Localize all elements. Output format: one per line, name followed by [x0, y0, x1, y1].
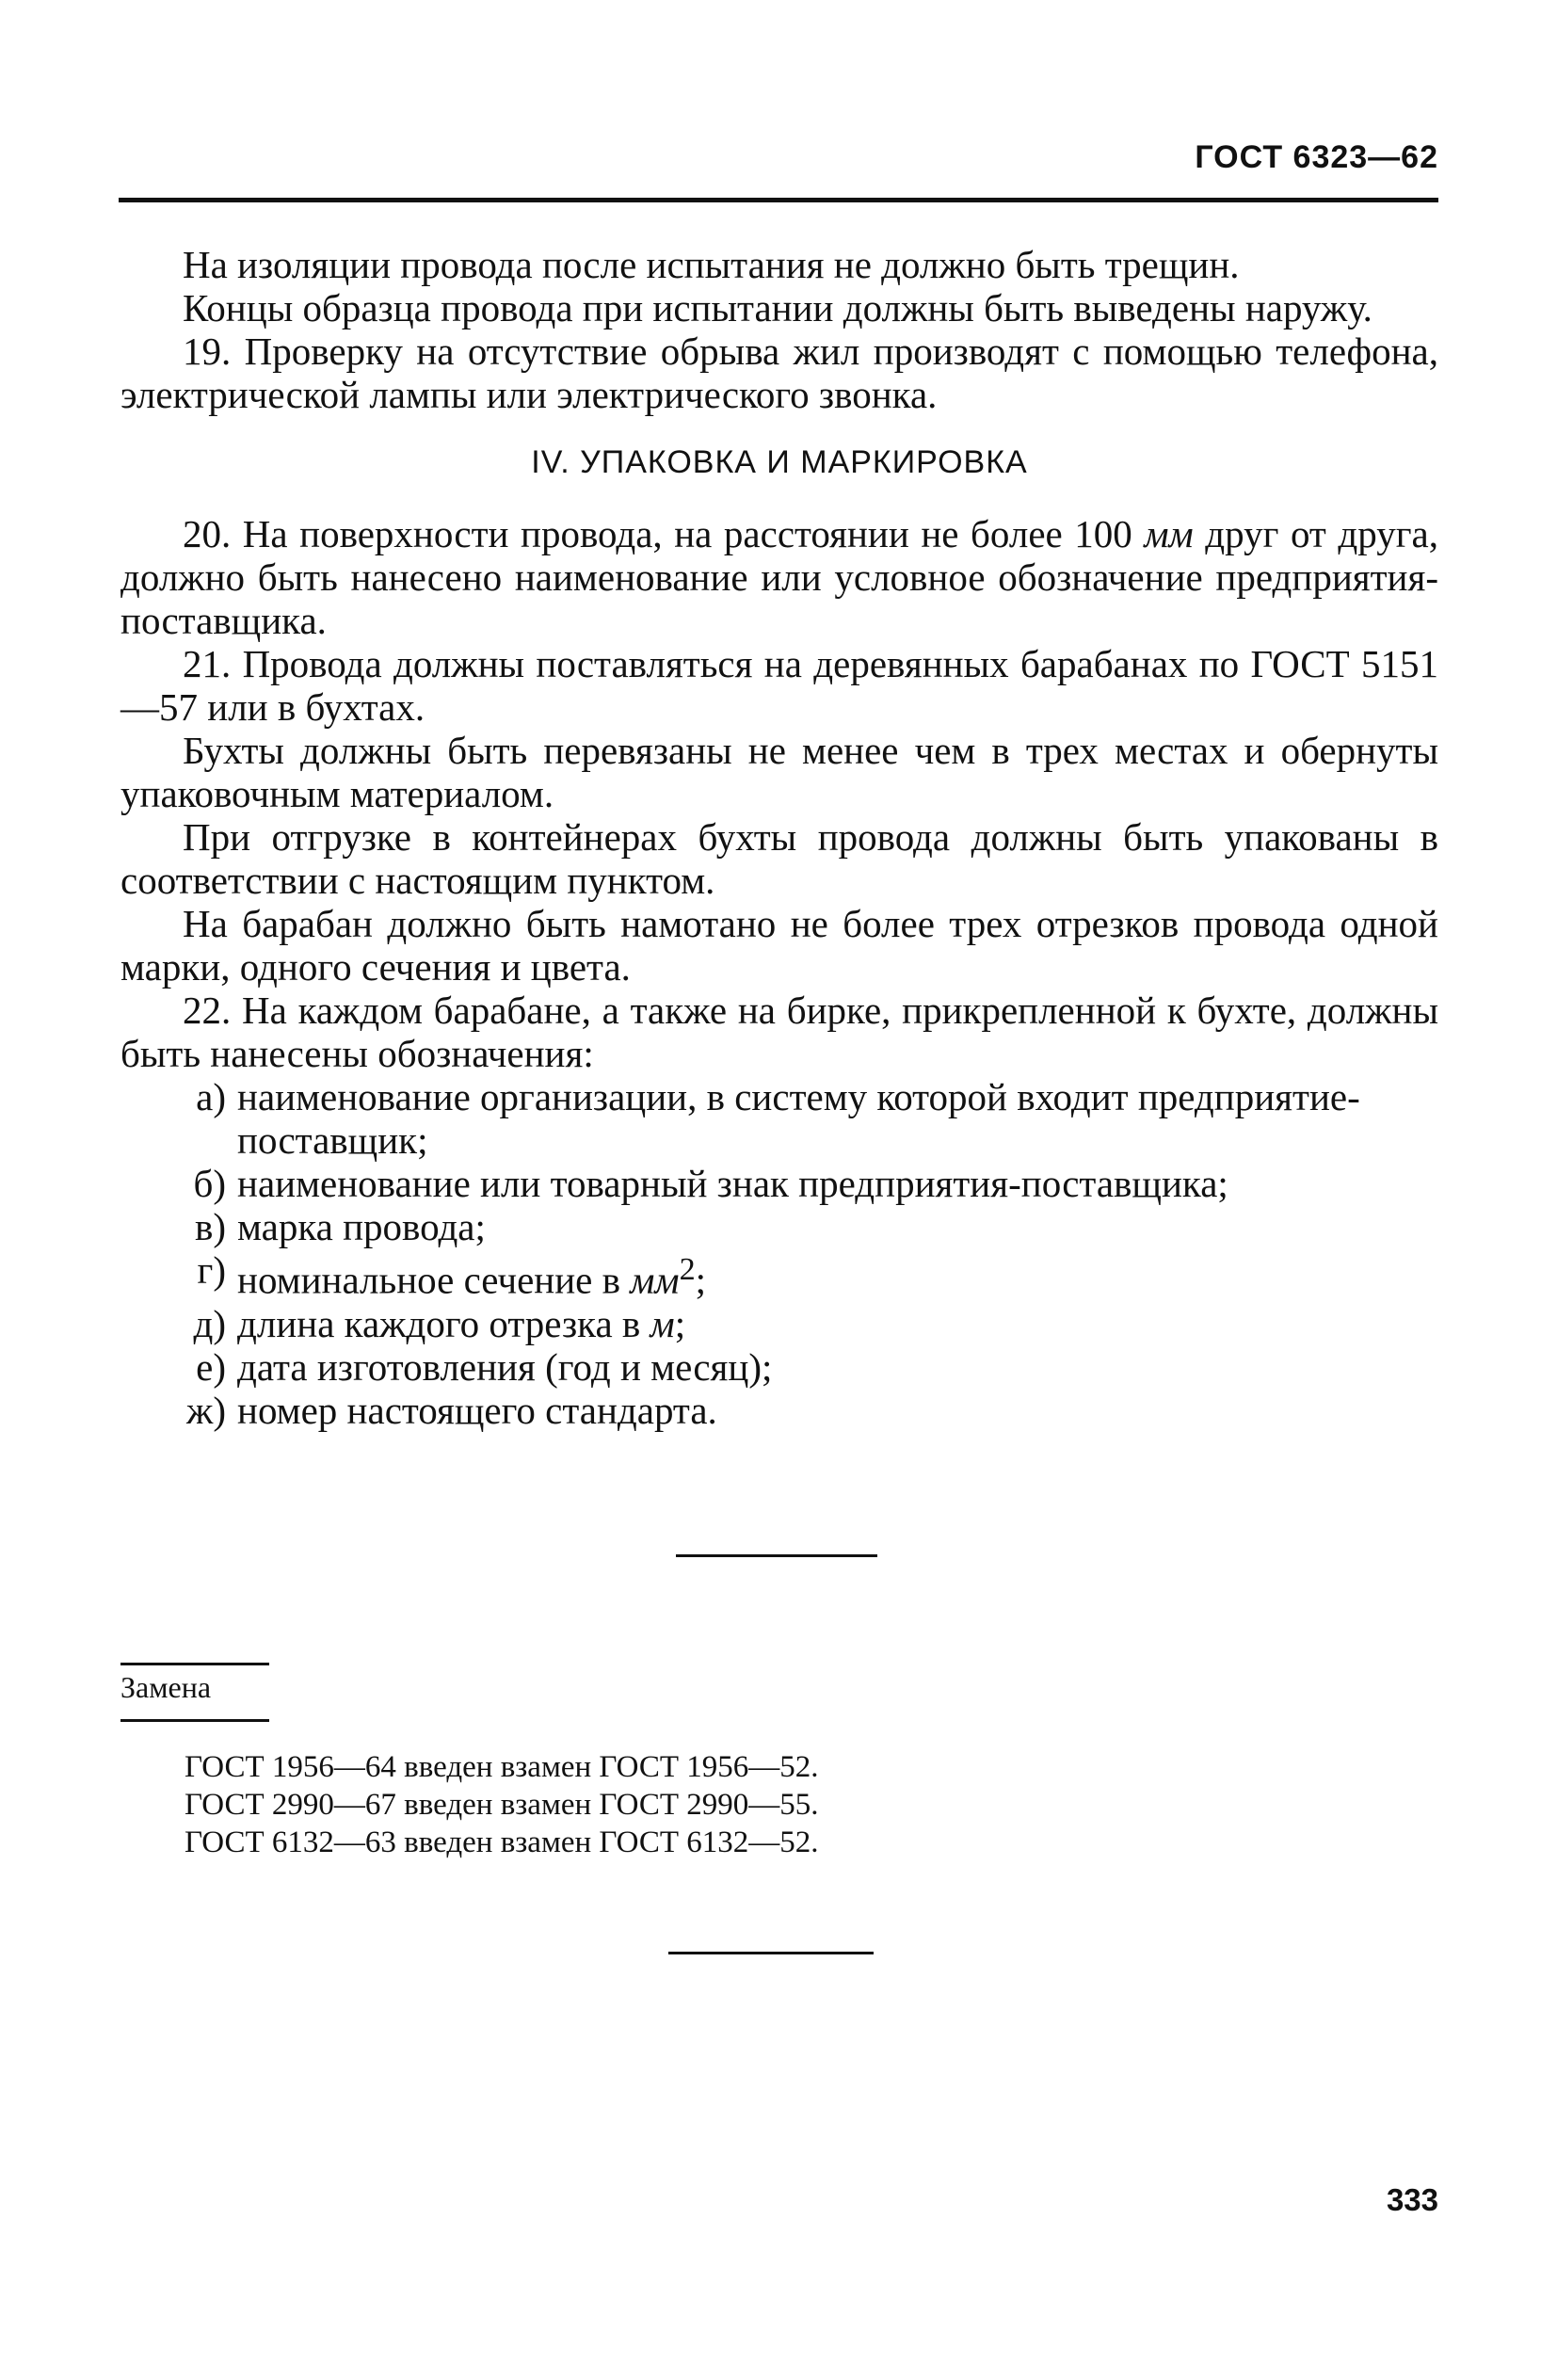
list-marker: г) [197, 1248, 226, 1292]
page-header-standard-code: ГОСТ 6323—62 [1195, 139, 1438, 175]
list-item [120, 1389, 1438, 1432]
paragraph-20-end: друг от друга, должно быть нанесено наименование или условное обозначение предприятия-поставщика. [120, 512, 1438, 642]
list-item [120, 1205, 1438, 1248]
body-text [120, 243, 1438, 1432]
unit-mm: мм [630, 1258, 680, 1302]
paragraph: Бухты должны быть перевязаны не менее чем в трех местах и обернуты упаковочным материалом. [120, 729, 1438, 815]
list-item [120, 1248, 1438, 1302]
paragraph-20-start: 20. На поверхности провода, на расстоянии не более 100 [183, 512, 1132, 555]
list-item [120, 1162, 1438, 1205]
section-divider [668, 1952, 874, 1954]
list-text-content: длина каждого отрезка в [237, 1301, 641, 1345]
replacement-line: ГОСТ 6132—63 введен взамен ГОСТ 6132—52. [185, 1825, 819, 1859]
list-text-content: номинальное сечение в [237, 1258, 620, 1302]
paragraph: На изоляции провода после испытания не должно быть трещин. [183, 243, 1240, 286]
list-text: наименование организации, в систему которой входит предприятие-поставщик; [237, 1075, 1360, 1162]
paragraph: При отгрузке в контейнерах бухты провода должны быть упакованы в соответствии с настоящим пунктом. [120, 815, 1438, 902]
unit-mm: мм [1144, 512, 1194, 555]
paragraph-19: 19. Проверку на отсутствие обрыва жил производят с помощью телефона, электрической лампы или электрического звонка. [120, 330, 1438, 416]
page-number: 333 [1386, 2182, 1438, 2217]
paragraph-21: 21. Провода должны поставляться на деревянных барабанах по ГОСТ 5151—57 или в бухтах. [120, 642, 1438, 729]
list-marker: б) [193, 1162, 226, 1205]
replacement-line: ГОСТ 2990—67 введен взамен ГОСТ 2990—55. [185, 1788, 819, 1822]
section-divider [676, 1554, 877, 1557]
paragraph-20 [120, 512, 1438, 642]
list-text [237, 1302, 1438, 1345]
footnote-rule [120, 1719, 269, 1722]
list-text: наименование или товарный знак предприятия-поставщика; [237, 1162, 1228, 1205]
list-marker: в) [194, 1205, 226, 1248]
list-item [120, 1345, 1438, 1389]
list-text [237, 1248, 1438, 1302]
footnote-rule [120, 1663, 269, 1665]
list-text: марка провода; [237, 1205, 486, 1248]
list-marker: а) [196, 1075, 226, 1118]
paragraph: На барабан должно быть намотано не более трех отрезков провода одной марки, одного сечения и цвета. [120, 902, 1438, 989]
footnote-title: Замена [120, 1670, 212, 1704]
section-heading: IV. УПАКОВКА И МАРКИРОВКА [531, 444, 1028, 480]
replacement-notes [185, 1748, 819, 1861]
list-marker: д) [193, 1301, 226, 1345]
list-marker: ж) [186, 1388, 226, 1432]
list-item [120, 1075, 1438, 1162]
unit-m: м [650, 1301, 675, 1345]
paragraph-22: 22. На каждом барабане, а также на бирке, прикрепленной к бухте, должны быть нанесены обозначения: [120, 989, 1438, 1075]
list-text: дата изготовления (год и месяц); [237, 1344, 773, 1389]
list-item [120, 1302, 1438, 1345]
list-marker: е) [196, 1344, 226, 1389]
replacement-line: ГОСТ 1956—64 введен взамен ГОСТ 1956—52. [185, 1750, 819, 1784]
header-rule [119, 198, 1438, 202]
unit-superscript: 2 [679, 1252, 696, 1287]
paragraph: Концы образца провода при испытании должны быть выведены наружу. [183, 286, 1372, 330]
list-text-tail: ; [674, 1301, 686, 1345]
list-text: номер настоящего стандарта. [237, 1388, 717, 1432]
list-text-tail: ; [695, 1258, 707, 1302]
